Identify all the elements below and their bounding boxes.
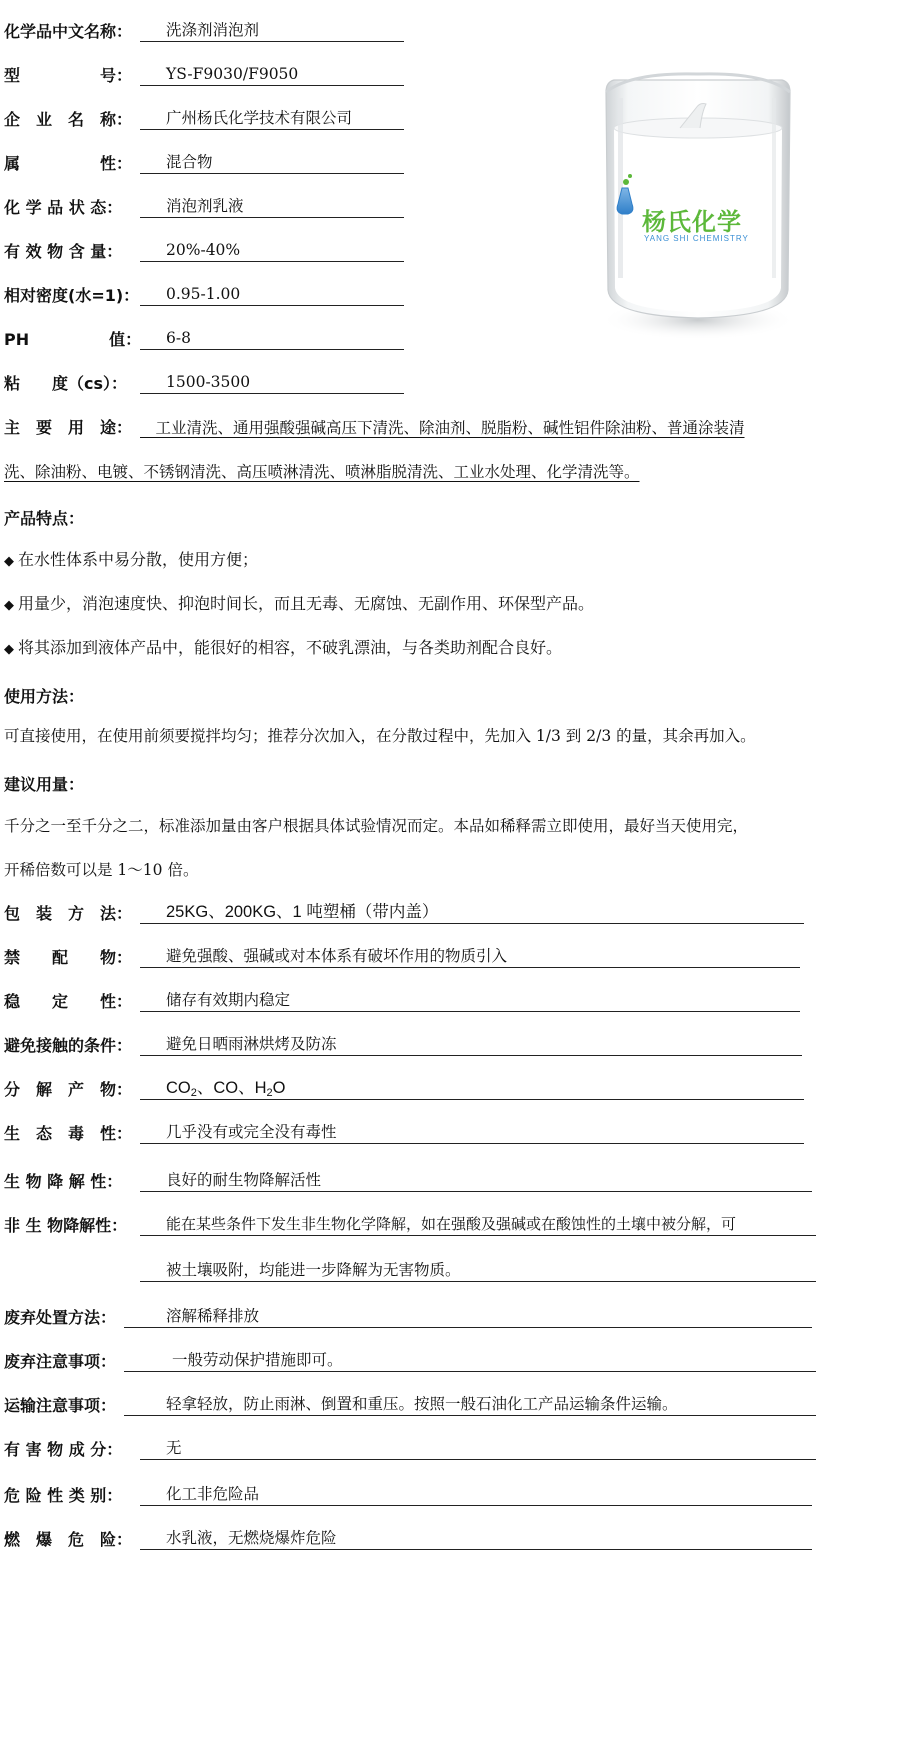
dosage-line-1: 千分之一至千分之二，标准添加量由客户根据具体试验情况而定。本品如稀释需立即使用，最好当天使用完， — [4, 817, 749, 835]
usage-heading: 使用方法： — [4, 687, 85, 706]
field-value: YS-F9030/F9050 — [140, 62, 404, 86]
field-value: 良好的耐生物降解活性 — [140, 1168, 812, 1192]
field-value: 避免日晒雨淋烘烤及防冻 — [140, 1032, 802, 1056]
field-main-use — [4, 414, 904, 442]
subscript-2: 2 — [190, 1087, 197, 1099]
field-value: 能在某些条件下发生非生物化学降解，如在强酸及强碱或在酸蚀性的土壤中被分解，可 — [140, 1212, 816, 1236]
decomposition-text-1: CO — [166, 1079, 191, 1097]
field-label: 废弃处置方法： — [4, 1308, 117, 1327]
field-value: 几乎没有或完全没有毒性 — [140, 1120, 804, 1144]
field-label: 属 性： — [4, 154, 133, 173]
usage-text: 可直接使用，在使用前须要搅拌均匀；推荐分次加入，在分散过程中，先加入 1/3 到 2/3 的量，其余再加入。 — [4, 727, 756, 745]
field-label: 相对密度(水=1)： — [4, 286, 140, 305]
field-value: 被土壤吸附，均能进一步降解为无害物质。 — [140, 1258, 816, 1282]
field-value — [140, 1076, 804, 1100]
product-beaker-image — [592, 58, 804, 368]
field-value: 洗涤剂消泡剂 — [140, 18, 404, 42]
dosage-line-2: 开稀倍数可以是 1～10 倍。 — [4, 861, 199, 879]
field-value: 0.95-1.00 — [140, 282, 404, 306]
field-label: 运输注意事项： — [4, 1396, 117, 1415]
feature-item — [4, 634, 562, 664]
field-label: 分 解 产 物： — [4, 1080, 133, 1099]
field-label: 非 生 物降解性： — [4, 1216, 128, 1235]
field-label: 生 态 毒 性： — [4, 1124, 133, 1143]
bullet-diamond-icon: ◆ — [4, 554, 14, 569]
field-value: 混合物 — [140, 150, 404, 174]
brand-name-en: YANG SHI CHEMISTRY — [644, 234, 749, 243]
field-value: 轻拿轻放，防止雨淋、倒置和重压。按照一般石油化工产品运输条件运输。 — [124, 1392, 816, 1416]
feature-text: 将其添加到液体产品中，能很好的相容，不破乳漂油，与各类助剂配合良好。 — [18, 638, 563, 657]
features-heading: 产品特点： — [4, 509, 85, 528]
field-label: 稳 定 性： — [4, 992, 133, 1011]
field-label: 生 物 降 解 性： — [4, 1172, 123, 1191]
field-value: 25KG、200KG、1 吨塑桶（带内盖） — [140, 900, 804, 924]
field-value: 水乳液，无燃烧爆炸危险 — [140, 1526, 812, 1550]
dosage-heading: 建议用量： — [4, 775, 85, 794]
field-label: 燃 爆 危 险： — [4, 1530, 133, 1549]
field-label: 避免接触的条件： — [4, 1036, 133, 1055]
field-label: PH 值： — [4, 330, 142, 349]
field-label: 粘 度（cs）： — [4, 374, 128, 393]
field-value: 无 — [140, 1436, 816, 1460]
decomposition-text-3: O — [272, 1079, 286, 1097]
field-label: 废弃注意事项： — [4, 1352, 117, 1371]
field-value: 化工非危险品 — [140, 1482, 812, 1506]
field-label: 化 学 品 状 态： — [4, 198, 123, 217]
main-use-line-2: 洗、除油粉、电镀、不锈钢清洗、高压喷淋清洗、喷淋脂脱清洗、工业水处理、化学清洗等。 — [4, 463, 640, 481]
field-value: 1500-3500 — [140, 370, 404, 394]
field-label: 型 号： — [4, 66, 133, 85]
field-value: 储存有效期内稳定 — [140, 988, 800, 1012]
field-label: 有 效 物 含 量： — [4, 242, 123, 261]
feature-text: 用量少，消泡速度快、抑泡时间长，而且无毒、无腐蚀、无副作用、环保型产品。 — [18, 594, 595, 613]
field-label: 企 业 名 称： — [4, 110, 133, 129]
field-value: 广州杨氏化学技术有限公司 — [140, 106, 404, 130]
field-label: 禁 配 物： — [4, 948, 133, 967]
field-label: 有 害 物 成 分： — [4, 1440, 123, 1459]
field-label: 危 险 性 类 别： — [4, 1486, 123, 1505]
field-value: 避免强酸、强碱或对本体系有破坏作用的物质引入 — [140, 944, 800, 968]
decomposition-text-2: 、CO、H — [196, 1079, 267, 1097]
field-label: 包 装 方 法： — [4, 904, 133, 923]
main-use-line-1: 工业清洗、通用强酸强碱高压下清洗、除油剂、脱脂粉、碱性铝件除油粉、普通涂装清 — [140, 419, 745, 437]
field-value: 20%-40% — [140, 238, 404, 262]
field-label: 化学品中文名称： — [4, 22, 133, 41]
field-value: 溶解稀释排放 — [124, 1304, 812, 1328]
brand-name-cn: 杨氏化学 — [642, 208, 742, 236]
feature-text: 在水性体系中易分散，使用方便； — [18, 550, 259, 569]
feature-item — [4, 546, 258, 576]
field-value: 一般劳动保护措施即可。 — [124, 1348, 816, 1372]
bullet-diamond-icon: ◆ — [4, 642, 14, 657]
field-value: 消泡剂乳液 — [140, 194, 404, 218]
field-value: 6-8 — [140, 326, 404, 350]
subscript-2: 2 — [266, 1087, 273, 1099]
feature-item — [4, 590, 594, 620]
bullet-diamond-icon: ◆ — [4, 598, 14, 613]
field-label: 主 要 用 途： — [4, 418, 133, 437]
